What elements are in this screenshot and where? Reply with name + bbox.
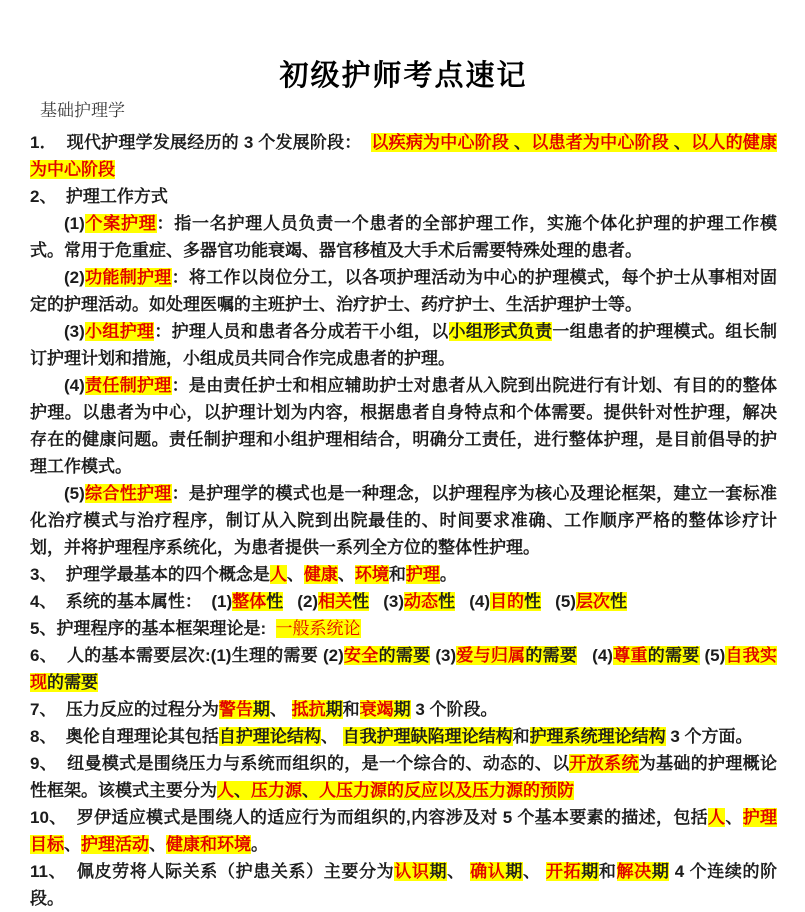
text-run: 、 <box>286 565 304 584</box>
item-1 <box>30 129 777 183</box>
item-2-sub-2 <box>30 264 777 318</box>
text-run: 的需要 <box>525 646 578 665</box>
text-run: 性 <box>609 592 627 611</box>
item-3 <box>30 561 777 588</box>
text-run: (5) <box>540 592 576 611</box>
item-2-sub-3 <box>30 318 777 372</box>
document-body <box>30 129 777 912</box>
text-run: 和 <box>388 565 406 584</box>
text-run: 2、 <box>30 187 66 206</box>
text-run: 以患者为中心阶段 <box>531 133 669 152</box>
text-run: 动态 <box>404 592 439 611</box>
section-subtitle: 基础护理学 <box>40 101 125 120</box>
text-run: 护理目标 <box>30 808 778 854</box>
text-run: 个案护理 <box>84 214 157 233</box>
text-run: 环境 <box>354 565 389 584</box>
text-run: 性 <box>438 592 456 611</box>
item-10 <box>30 804 777 858</box>
text-run: 一组患者的护理模式。组长制订护理计划和措施，小组成员共同合作完成患者的护理。 <box>30 322 778 368</box>
text-run: (5) <box>699 646 726 665</box>
item-7 <box>30 696 777 723</box>
text-run: 综合性护理 <box>84 484 172 503</box>
text-run: 、 <box>447 862 471 881</box>
text-run: 自我实现 <box>30 646 778 692</box>
text-run: 期 <box>581 862 599 881</box>
text-run: 、 <box>64 835 81 854</box>
text-run: 期 <box>505 862 524 881</box>
text-run: (4) <box>64 376 85 395</box>
item-4 <box>30 588 777 615</box>
text-run: 期 <box>429 862 448 881</box>
text-run: 相关 <box>318 592 353 611</box>
text-run: 。 <box>439 565 457 584</box>
text-run: 责任制护理 <box>84 376 172 395</box>
text-run: (2) <box>283 592 319 611</box>
text-run: 、 <box>269 700 292 719</box>
item-5 <box>30 615 777 642</box>
text-run: 8、 奥伦自理理论其包括 <box>30 727 219 746</box>
item-9 <box>30 750 777 804</box>
text-run: 期 <box>651 862 670 881</box>
text-run: 以人的健康为中心阶段 <box>30 133 777 179</box>
text-run: 的需要 <box>378 646 431 665</box>
text-run: 7、 压力反应的过程分为 <box>30 700 219 719</box>
text-run: 4、 系统的基本属性： (1) <box>30 592 233 611</box>
text-run: 自护理论结构 <box>218 727 321 746</box>
text-run: 认识 <box>394 862 430 881</box>
text-run: 的需要 <box>47 673 98 692</box>
text-run: 6、 人的基本需要层次:(1)生理的需要 (2) <box>30 646 344 665</box>
text-run: 期 <box>325 700 343 719</box>
text-run: 期 <box>393 700 411 719</box>
text-run: 小组形式负责 <box>448 322 553 341</box>
text-run: (2) <box>64 268 85 287</box>
text-run: (3) <box>369 592 405 611</box>
item-6 <box>30 642 777 696</box>
text-run: 开拓 <box>546 862 582 881</box>
text-run: 整体 <box>232 592 267 611</box>
text-run: 10、 罗伊适应模式是围绕人的适应行为而组织的,内容涉及对 5 个基本要素的描述，包括 <box>30 808 708 827</box>
page-title: 初级护师考点速记 <box>279 60 528 92</box>
text-run: 健康和环境 <box>166 835 251 854</box>
item-8 <box>30 723 777 750</box>
text-run: 为基础的护理概论性框架。该模式主要分为 <box>30 754 778 800</box>
text-run: 和 <box>512 727 530 746</box>
text-run: 自我护理缺陷理论结构 <box>342 727 513 746</box>
text-run: 的需要 <box>647 646 700 665</box>
text-run: 人 <box>708 808 726 827</box>
text-run: 护理系统理论结构 <box>529 727 666 746</box>
text-run: (3) <box>430 646 457 665</box>
text-run: 尊重 <box>612 646 648 665</box>
text-run: 3 个方面。 <box>665 727 753 746</box>
text-run: 和 <box>342 700 360 719</box>
text-run: 开放系统 <box>569 754 639 773</box>
text-run: 4 个连续的阶段。 <box>30 862 778 908</box>
text-run: 警告 <box>218 700 253 719</box>
text-run: 、 <box>523 862 546 881</box>
text-run: (4) <box>577 646 613 665</box>
text-run: 1． 现代护理学发展经历的 3 个发展阶段： <box>30 133 372 152</box>
text-run: 5、护理程序的基本框架理论是: <box>30 619 276 638</box>
item-2 <box>30 183 777 210</box>
text-run: 9、 纽曼模式是围绕压力与系统而组织的，是一个综合的、动态的、以 <box>30 754 570 773</box>
text-run: 、 <box>725 808 743 827</box>
item-2-sub-1 <box>30 210 777 264</box>
text-run: 爱与归属 <box>456 646 526 665</box>
text-run: 人 <box>217 781 234 800</box>
text-run: 抵抗 <box>291 700 326 719</box>
text-run: (1) <box>64 214 85 233</box>
text-run: (4) <box>455 592 490 611</box>
text-run: ：是护理学的模式也是一种理念，以护理程序为核心及理论框架，建立一套标准化治疗模式与治疗程序，制订从入院到出院最佳的、时间要求准确、工作顺序严格的整体诊疗计划，并将护理程序系统化，为患者提供一系列全方位的整体性护理。 <box>30 484 778 557</box>
text-run: 目的 <box>489 592 524 611</box>
text-run: (3) <box>64 322 85 341</box>
text-run: 以疾病为中心阶段 <box>371 133 510 152</box>
text-run: 。 <box>251 835 268 854</box>
text-run: 、 <box>337 565 355 584</box>
text-run: ：护理人员和患者各分成若干小组，以 <box>154 322 449 341</box>
text-run: 期 <box>252 700 270 719</box>
text-run: 、 <box>149 835 166 854</box>
text-run: 3、 护理学最基本的四个概念是 <box>30 565 270 584</box>
text-run: 性 <box>523 592 541 611</box>
text-run: 性 <box>352 592 370 611</box>
text-run: 功能制护理 <box>84 268 172 287</box>
text-run: ：是由责任护士和相应辅助护士对患者从入院到出院进行有计划、有目的的整体护理。以患者为中心，以护理计划为内容，根据患者自身特点和个体需要。提供针对性护理，解决存在的健康问题。责任制护理和小组护理相结合，明确分工责任，进行整体护理，是目前倡导的护理工作模式。 <box>30 376 778 476</box>
text-run: 3 个阶段。 <box>410 700 498 719</box>
text-run: 安全 <box>343 646 379 665</box>
text-run: 压力源 <box>251 781 302 800</box>
item-2-sub-5 <box>30 480 777 561</box>
item-2-sub-4 <box>30 372 777 480</box>
text-run: 解决 <box>616 862 652 881</box>
text-run: 11、 佩皮劳将人际关系（护患关系）主要分为 <box>30 862 395 881</box>
text-run: 一般系统论 <box>275 619 361 638</box>
text-run: ：指一名护理人员负责一个患者的全部护理工作，实施个体化护理的护理工作模式。常用于危重症、多器官功能衰竭、器官移植及大手术后需要特殊处理的患者。 <box>30 214 778 260</box>
text-run: (5) <box>64 484 85 503</box>
text-run: 人压力源的反应以及压力源的预防 <box>319 781 574 800</box>
text-run: 小组护理 <box>84 322 155 341</box>
text-run: 健康 <box>303 565 338 584</box>
text-run: 护理活动 <box>81 835 149 854</box>
text-run: 层次 <box>575 592 610 611</box>
text-run: 、 <box>234 781 251 800</box>
text-run: ：将工作以岗位分工，以各项护理活动为中心的护理模式，每个护士从事相对固定的护理活动。如处理医嘱的主班护士、治疗护士、药疗护士、生活护理护士等。 <box>30 268 778 314</box>
text-run: 性 <box>266 592 284 611</box>
text-run: 护理工作方式 <box>65 187 168 206</box>
text-run: 确认 <box>470 862 506 881</box>
text-run: 衰竭 <box>359 700 394 719</box>
text-run: 和 <box>598 862 617 881</box>
text-run: 、 <box>320 727 343 746</box>
text-run: 人 <box>269 565 287 584</box>
item-11 <box>30 858 777 912</box>
text-run: 、 <box>509 133 532 152</box>
text-run: 、 <box>302 781 319 800</box>
text-run: 护理 <box>405 565 440 584</box>
text-run: 、 <box>668 133 692 152</box>
